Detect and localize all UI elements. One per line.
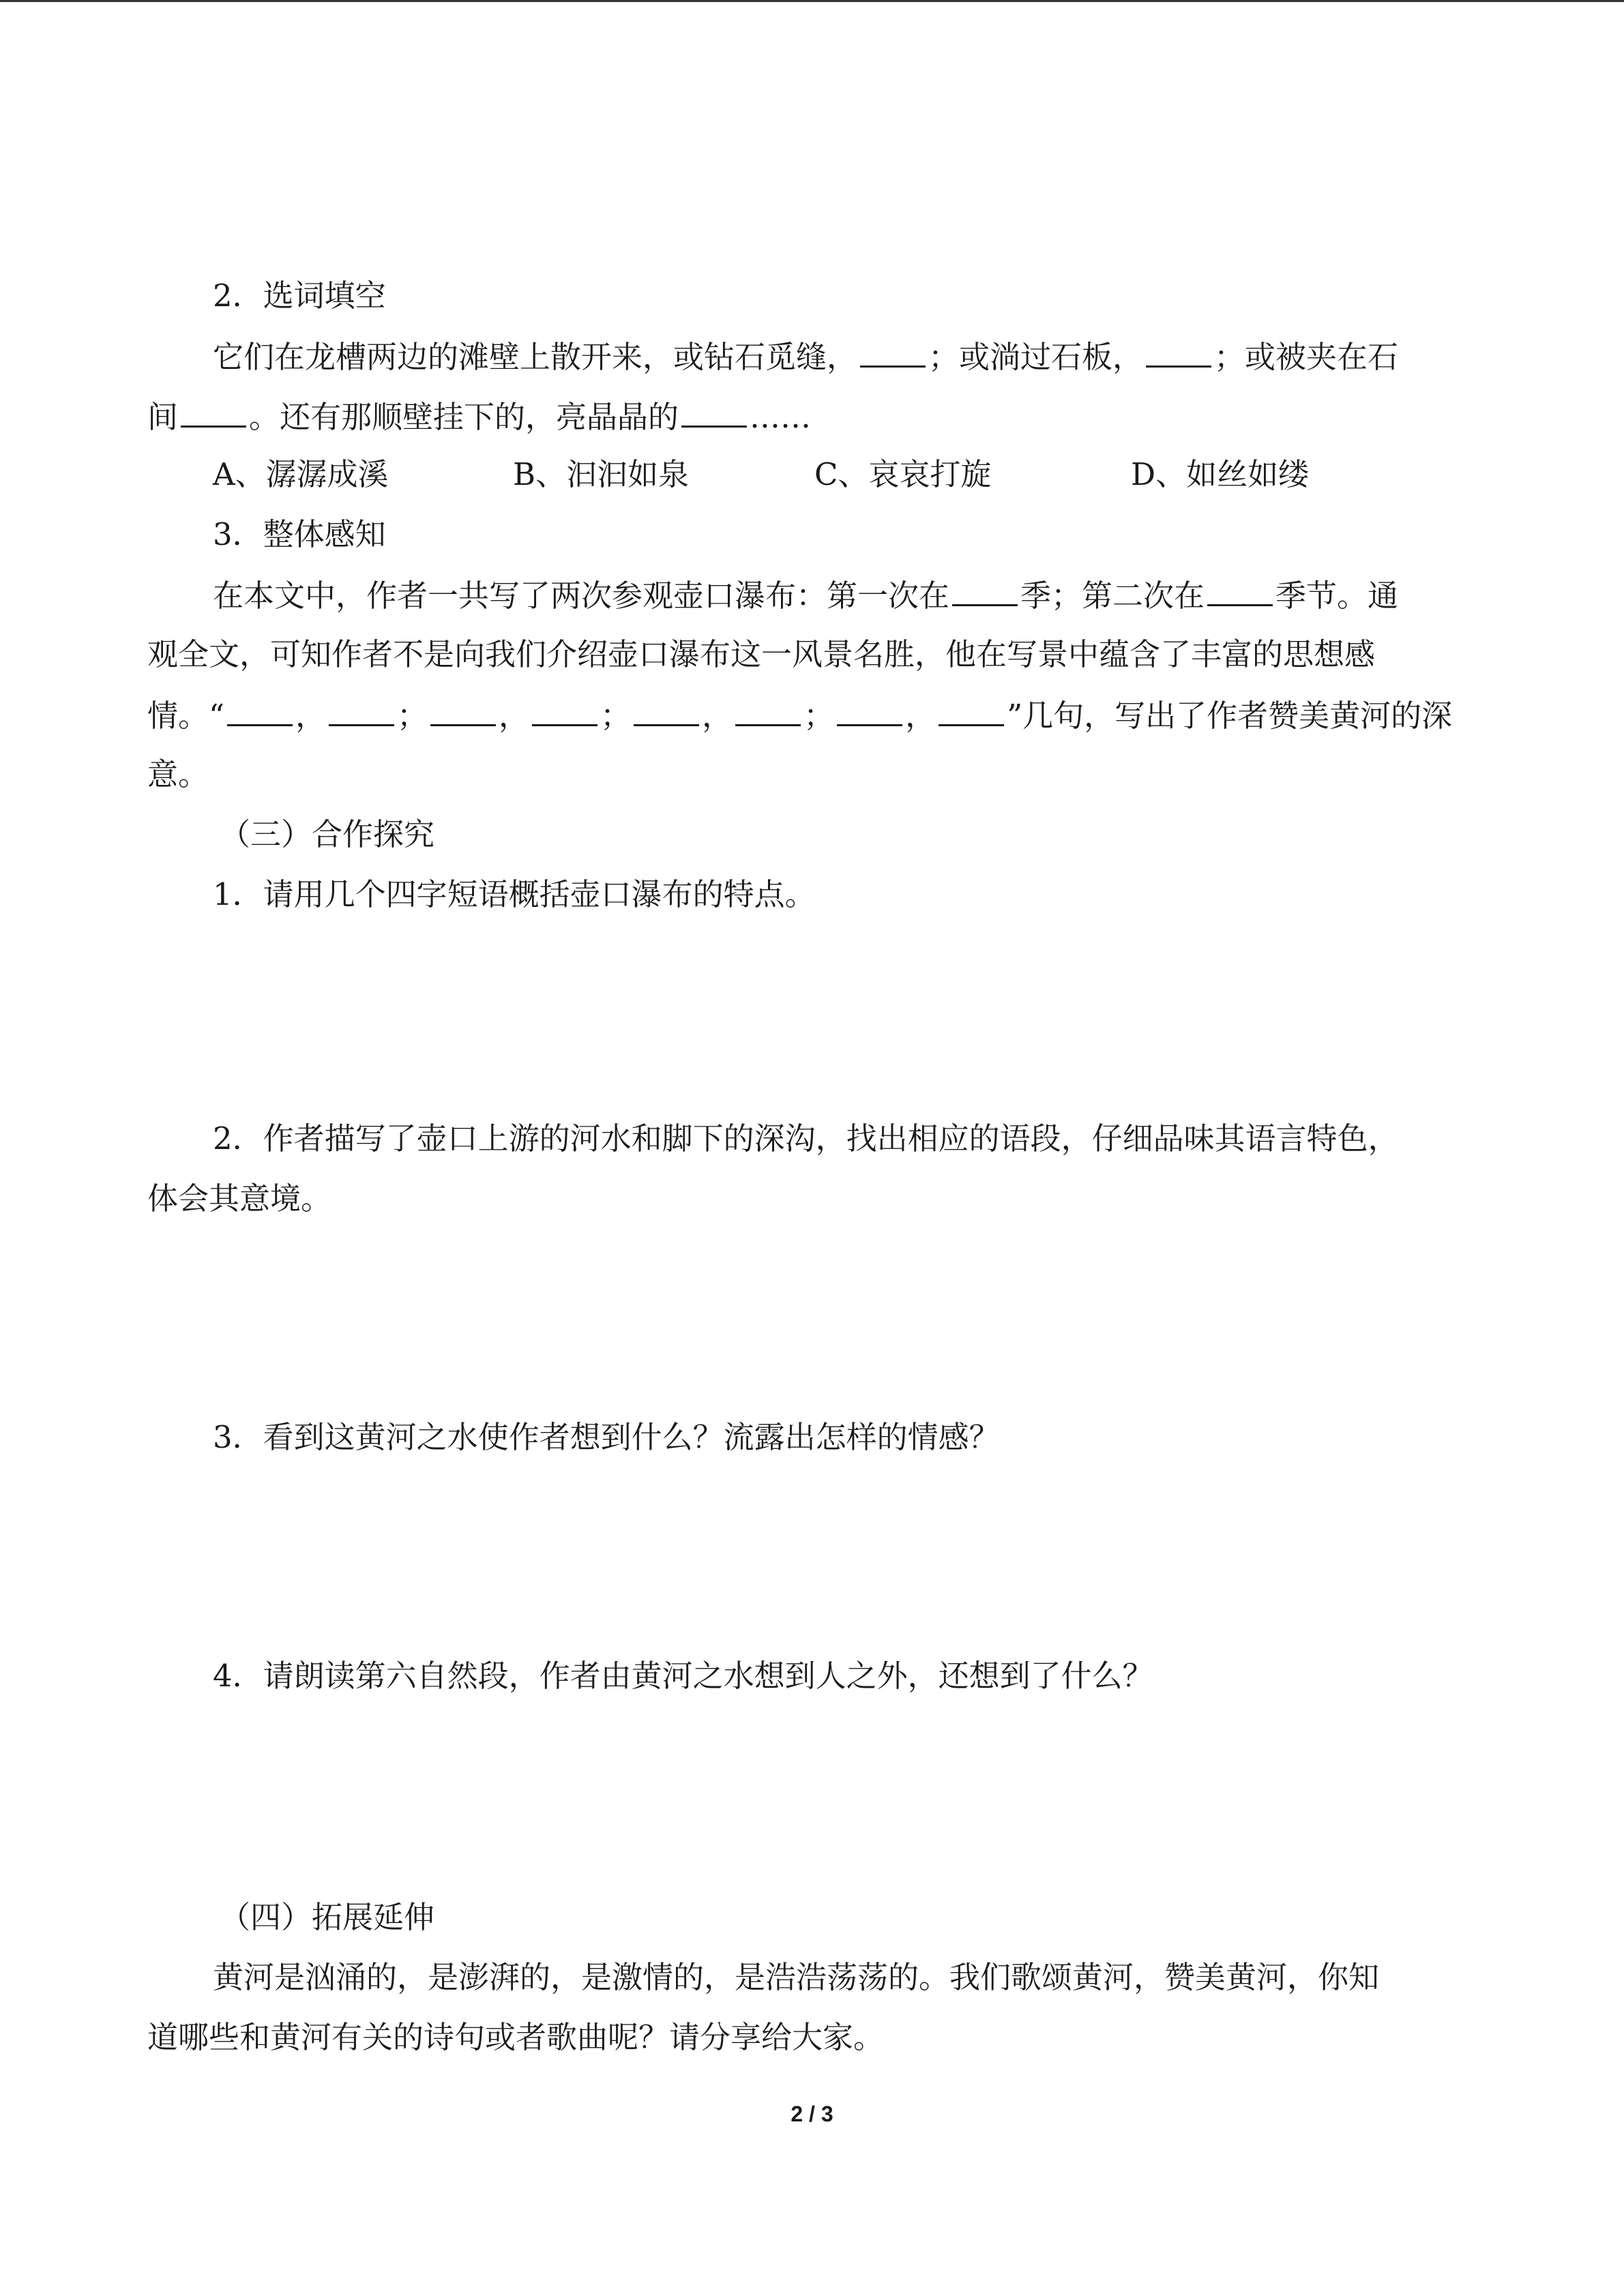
fill-blank[interactable] xyxy=(532,694,597,726)
q2-title: 2．选词填空 xyxy=(213,278,386,314)
q2-text: ；或被夹在石 xyxy=(1214,339,1399,375)
separator: ； xyxy=(803,698,835,734)
option-a: A、潺潺成溪 xyxy=(213,456,389,492)
section-3-item-3: 3．看到这黄河之水使作者想到什么？流露出怎样的情感？ xyxy=(213,1419,1000,1455)
option-d: D、如丝如缕 xyxy=(1131,456,1310,492)
fill-blank[interactable] xyxy=(329,694,394,726)
q3-line-4: 意。 xyxy=(147,756,209,792)
q2-text: 间 xyxy=(147,399,179,435)
fill-blank[interactable] xyxy=(227,694,293,726)
q2-text: …… xyxy=(750,399,812,435)
option-c: C、哀哀打旋 xyxy=(814,456,992,492)
fill-blank[interactable] xyxy=(430,694,496,726)
option-b: B、汩汩如泉 xyxy=(513,456,690,492)
q3-line-2: 观全文，可知作者不是向我们介绍壶口瀑布这一风景名胜，他在写景中蕴含了丰富的思想感 xyxy=(147,636,1376,672)
separator: ； xyxy=(397,698,428,734)
section-3-item-1: 1．请用几个四字短语概括壶口瀑布的特点。 xyxy=(213,876,816,912)
q3-text: ”几句，写出了作者赞美黄河的深 xyxy=(1007,698,1453,734)
section-3-item-4: 4．请朗读第六自然段，作者由黄河之水想到人之外，还想到了什么？ xyxy=(213,1658,1153,1694)
section-3-item-2-line-1: 2．作者描写了壶口上游的河水和脚下的深沟，找出相应的语段，仔细品味其语言特色， xyxy=(213,1120,1399,1157)
q2-options xyxy=(213,454,1484,495)
separator: ； xyxy=(600,698,632,734)
q3-title: 3．整体感知 xyxy=(213,516,386,552)
separator: ， xyxy=(295,698,327,734)
section-3-heading: （三）合作探究 xyxy=(220,816,435,852)
fill-blank[interactable] xyxy=(735,694,801,726)
q2-line-2 xyxy=(147,396,1484,438)
q2-text: 它们在龙槽两边的滩壁上散开来，或钻石觅缝， xyxy=(213,339,858,375)
page-number: 2 / 3 xyxy=(791,2102,833,2126)
q2-text: 。还有那顺壁挂下的，亮晶晶的 xyxy=(249,399,679,435)
fill-blank[interactable] xyxy=(681,396,747,428)
q3-text: 情。“ xyxy=(147,698,225,734)
section-4-line-2: 道哪些和黄河有关的诗句或者歌曲呢？请分享给大家。 xyxy=(147,2019,885,2055)
fill-blank[interactable] xyxy=(634,694,699,726)
fill-blank[interactable] xyxy=(181,396,246,428)
q2-line-1 xyxy=(213,336,1484,378)
fill-blank[interactable] xyxy=(860,336,926,368)
q3-text: 季节。通 xyxy=(1275,578,1399,614)
fill-blank[interactable] xyxy=(837,694,902,726)
q3-line-3 xyxy=(147,694,1484,736)
fill-blank[interactable] xyxy=(952,574,1018,606)
section-3-item-2-line-2: 体会其意境。 xyxy=(147,1180,332,1217)
q3-line-1 xyxy=(213,574,1484,616)
q3-text: 季；第二次在 xyxy=(1020,578,1205,614)
fill-blank[interactable] xyxy=(1207,574,1273,606)
section-4-heading: （四）拓展延伸 xyxy=(220,1899,435,1935)
separator: ， xyxy=(905,698,936,734)
section-4-line-1: 黄河是汹涌的，是澎湃的，是激情的，是浩浩荡荡的。我们歌颂黄河，赞美黄河，你知 xyxy=(213,1959,1380,1995)
separator: ， xyxy=(702,698,733,734)
separator: ， xyxy=(499,698,530,734)
fill-blank[interactable] xyxy=(939,694,1004,726)
fill-blank[interactable] xyxy=(1146,336,1211,368)
q2-text: ；或淌过石板， xyxy=(928,339,1144,375)
q3-text: 在本文中，作者一共写了两次参观壶口瀑布：第一次在 xyxy=(213,578,950,614)
